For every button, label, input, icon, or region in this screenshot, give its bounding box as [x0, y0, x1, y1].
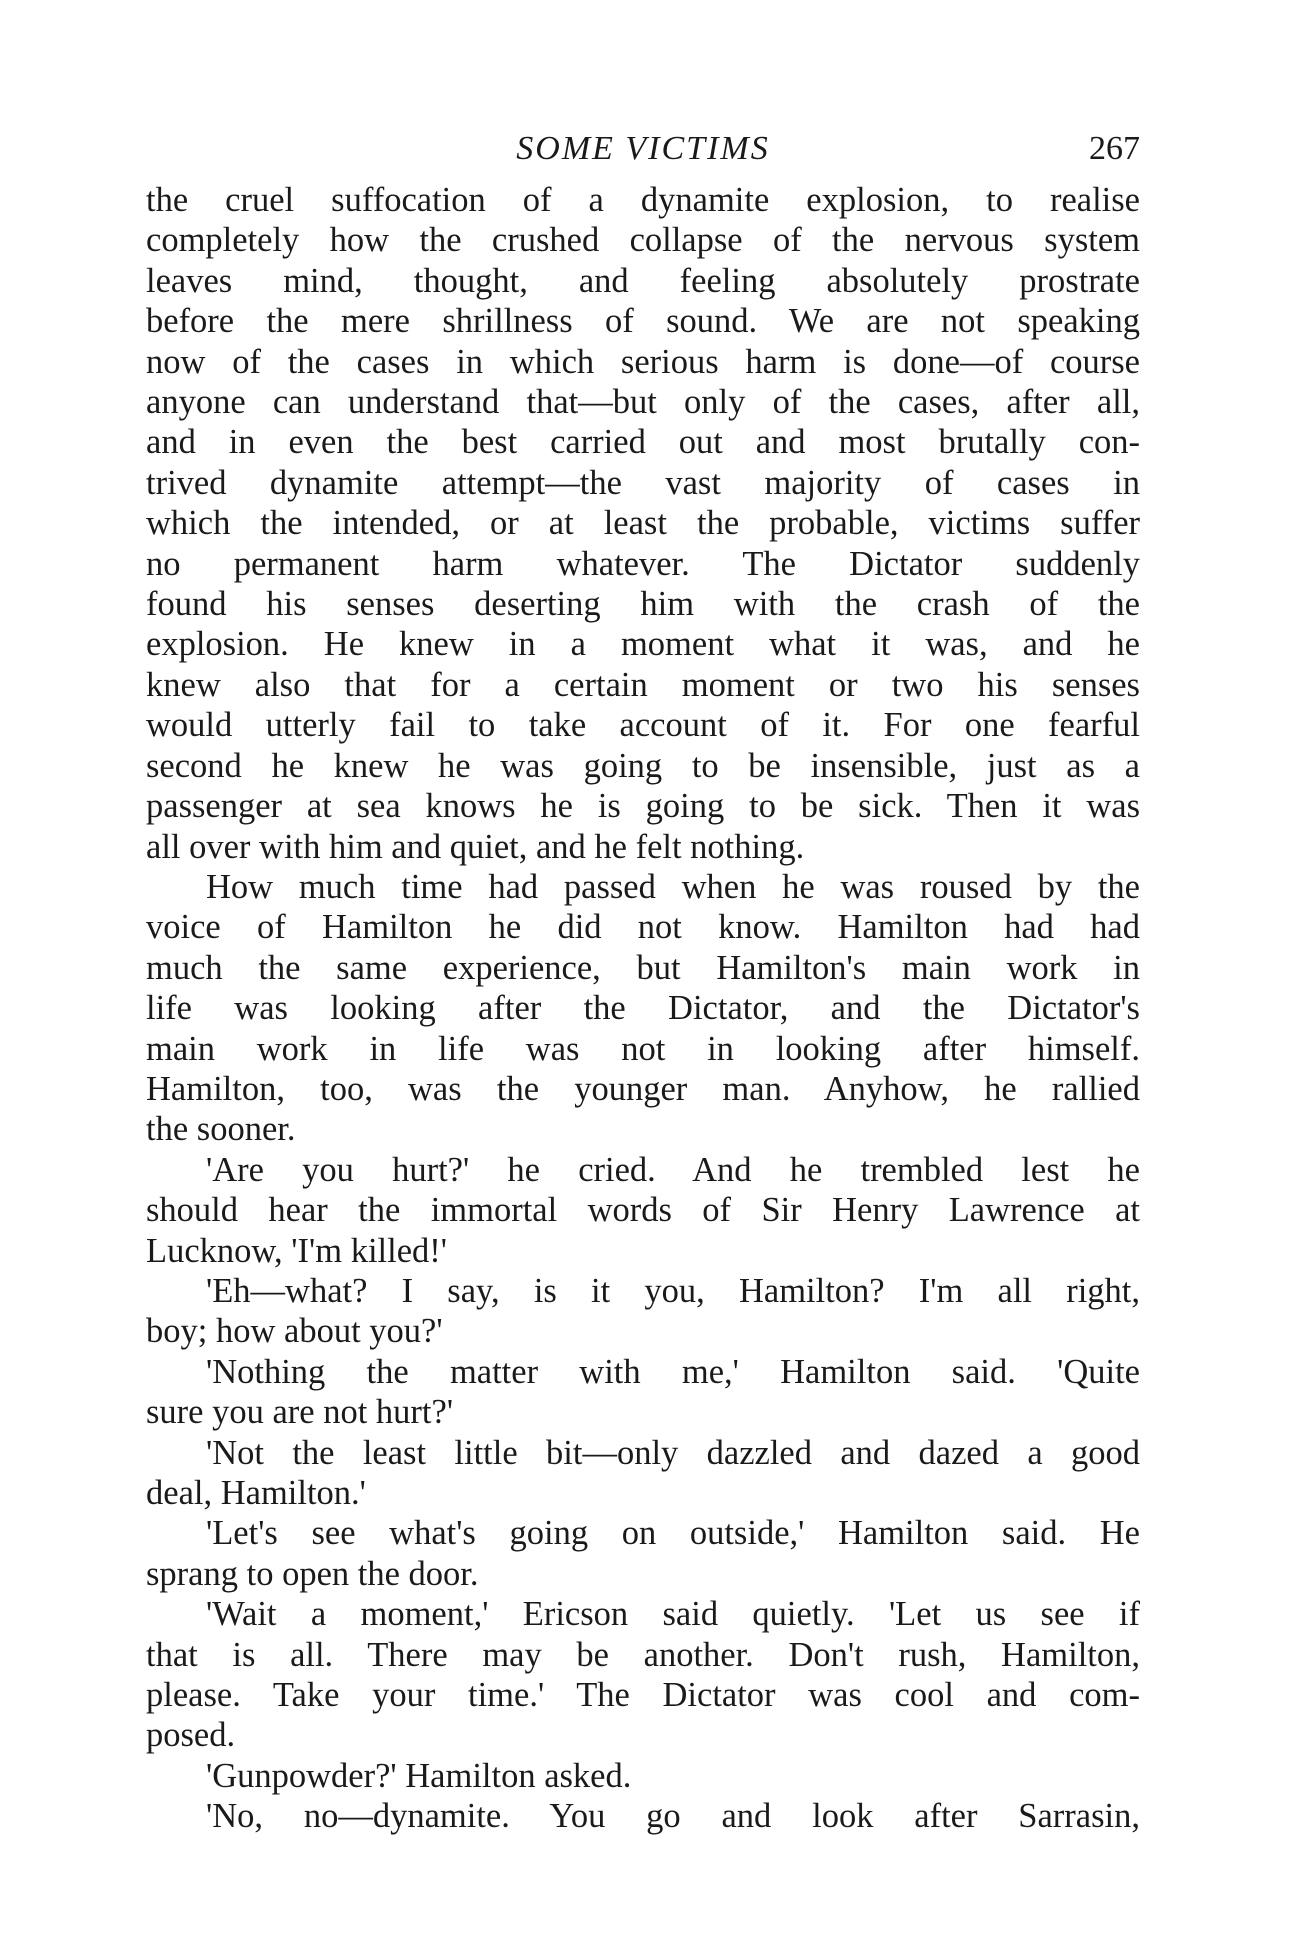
text-line: please. Take your time.' The Dictator was cool and com-	[146, 1676, 1140, 1715]
text-line: leaves mind, thought, and feeling absolutely prostrate	[146, 261, 1140, 300]
text-line: now of the cases in which serious harm is done—of course	[146, 342, 1140, 381]
text-line: sure you are not hurt?'	[146, 1393, 454, 1432]
text-line: trived dynamite attempt—the vast majority of cases in	[146, 463, 1140, 502]
running-head	[146, 124, 1140, 174]
text-line: passenger at sea knows he is going to be sick. Then it was	[146, 787, 1140, 826]
text-line: 'Are you hurt?' he cried. And he trembled lest he	[206, 1150, 1140, 1189]
page-number: 267	[1089, 130, 1140, 167]
text-line: posed.	[146, 1716, 236, 1755]
text-line: Hamilton, too, was the younger man. Anyhow, he rallied	[146, 1069, 1140, 1108]
text-line: would utterly fail to take account of it. For one fearful	[146, 706, 1140, 745]
text-line: knew also that for a certain moment or two his senses	[146, 665, 1140, 704]
text-line: 'No, no—dynamite. You go and look after Sarrasin,	[206, 1797, 1140, 1836]
text-line: 'Not the least little bit—only dazzled and dazed a good	[206, 1433, 1140, 1472]
text-line: How much time had passed when he was roused by the	[206, 867, 1140, 906]
text-line: voice of Hamilton he did not know. Hamilton had had	[146, 908, 1140, 947]
text-line: 'Wait a moment,' Ericson said quietly. 'Let us see if	[206, 1595, 1140, 1634]
text-line: main work in life was not in looking after himself.	[146, 1029, 1140, 1068]
text-line: 'Eh—what? I say, is it you, Hamilton? I'm all right,	[206, 1271, 1140, 1310]
text-line: that is all. There may be another. Don't rush, Hamilton,	[146, 1635, 1140, 1674]
running-title: SOME VICTIMS	[516, 130, 770, 167]
text-line: no permanent harm whatever. The Dictator suddenly	[146, 544, 1140, 583]
text-line: and in even the best carried out and most brutally con-	[146, 423, 1140, 462]
text-line: before the mere shrillness of sound. We are not speaking	[146, 302, 1140, 341]
text-line: 'Let's see what's going on outside,' Hamilton said. He	[206, 1514, 1140, 1553]
text-line: much the same experience, but Hamilton's main work in	[146, 948, 1140, 987]
text-line: all over with him and quiet, and he felt nothing.	[146, 827, 805, 866]
text-line: 'Nothing the matter with me,' Hamilton said. 'Quite	[206, 1352, 1140, 1391]
text-line: should hear the immortal words of Sir Henry Lawrence at	[146, 1191, 1140, 1230]
text-line: the cruel suffocation of a dynamite explosion, to realise	[146, 181, 1140, 219]
text-line: anyone can understand that—but only of the cases, after all,	[146, 383, 1140, 422]
text-line: found his senses deserting him with the crash of the	[146, 585, 1140, 624]
text-line: which the intended, or at least the probable, victims suffer	[146, 504, 1140, 543]
text-line: life was looking after the Dictator, and the Dictator's	[146, 989, 1140, 1028]
text-line: sprang to open the door.	[146, 1554, 479, 1593]
text-line: completely how the crushed collapse of the nervous system	[146, 221, 1140, 260]
body-text	[146, 180, 1140, 1837]
text-line: Lucknow, 'I'm killed!'	[146, 1231, 447, 1270]
text-line: 'Gunpowder?' Hamilton asked.	[206, 1756, 632, 1795]
text-line: boy; how about you?'	[146, 1312, 443, 1351]
text-line: second he knew he was going to be insensible, just as a	[146, 746, 1140, 785]
text-line: the sooner.	[146, 1110, 296, 1149]
text-line: explosion. He knew in a moment what it was, and he	[146, 625, 1140, 664]
text-line: deal, Hamilton.'	[146, 1474, 366, 1512]
